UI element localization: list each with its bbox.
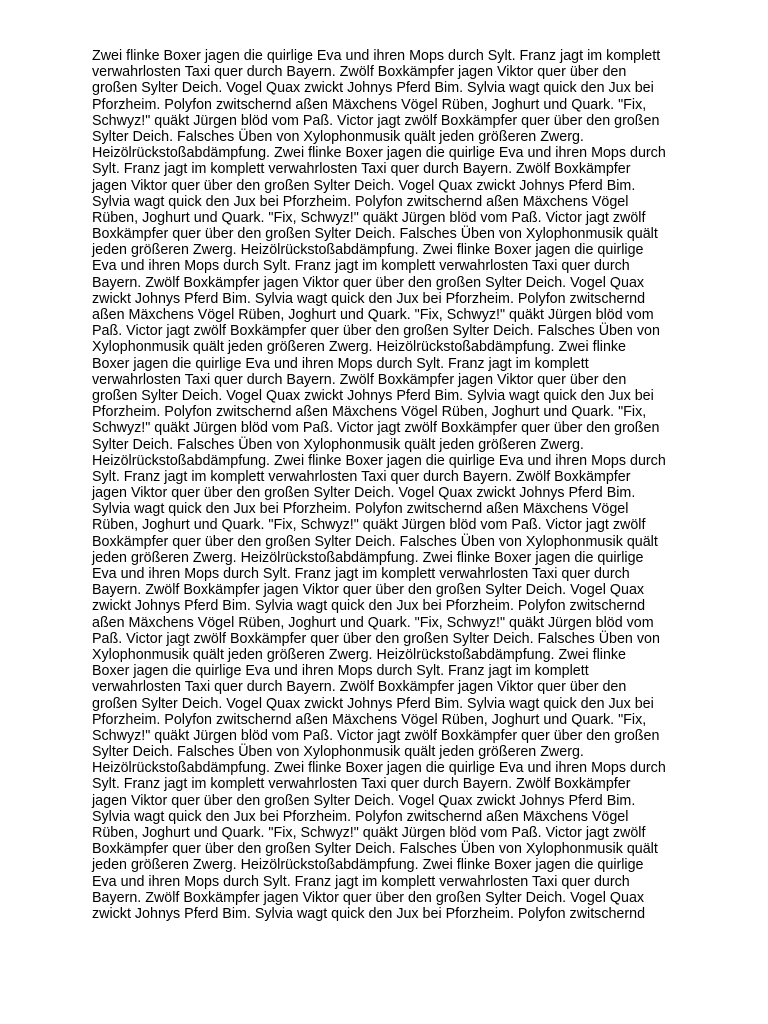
- text-line: großen Sylter Deich. Vogel Quax zwickt Johnys Pferd Bim. Sylvia wagt quick den Jux bei: [92, 80, 654, 97]
- text-line: Pforzheim. Polyfon zwitschernd aßen Mäxchens Vögel Rüben, Joghurt und Quark. "Fix,: [92, 404, 647, 421]
- text-line: Sylt. Franz jagt im komplett verwahrlosten Taxi quer durch Bayern. Zwölf Boxkämpfer: [92, 468, 631, 485]
- text-line: jagen Viktor quer über den großen Sylter Deich. Vogel Quax zwickt Johnys Pferd Bim.: [92, 177, 636, 194]
- text-line: Eva und ihren Mops durch Sylt. Franz jagt im komplett verwahrlosten Taxi quer durch: [92, 258, 630, 275]
- text-line: Bayern. Zwölf Boxkämpfer jagen Viktor quer über den großen Sylter Deich. Vogel Quax: [92, 582, 645, 599]
- text-line: Paß. Victor jagt zwölf Boxkämpfer quer über den großen Sylter Deich. Falsches Üben von: [92, 630, 660, 647]
- text-line: verwahrlosten Taxi quer durch Bayern. Zwölf Boxkämpfer jagen Viktor quer über den: [92, 679, 627, 696]
- text-line: Schwyz!" quäkt Jürgen blöd vom Paß. Victor jagt zwölf Boxkämpfer quer über den großen: [92, 727, 660, 744]
- text-line: Paß. Victor jagt zwölf Boxkämpfer quer über den großen Sylter Deich. Falsches Üben von: [92, 323, 660, 340]
- text-line: Boxer jagen die quirlige Eva und ihren Mops durch Sylt. Franz jagt im komplett: [92, 663, 589, 680]
- text-line: verwahrlosten Taxi quer durch Bayern. Zwölf Boxkämpfer jagen Viktor quer über den: [92, 371, 627, 388]
- text-line: Eva und ihren Mops durch Sylt. Franz jagt im komplett verwahrlosten Taxi quer durch: [92, 566, 630, 582]
- body-paragraph: [92, 48, 722, 938]
- text-line: zwickt Johnys Pferd Bim. Sylvia wagt quick den Jux bei Pforzheim. Polyfon zwitschernd: [92, 290, 646, 307]
- text-line: Schwyz!" quäkt Jürgen blöd vom Paß. Victor jagt zwölf Boxkämpfer quer über den großen: [92, 112, 660, 129]
- text-line: Pforzheim. Polyfon zwitschernd aßen Mäxchens Vögel Rüben, Joghurt und Quark. "Fix,: [92, 711, 647, 728]
- text-line: [92, 922, 722, 938]
- text-line: Sylvia wagt quick den Jux bei Pforzheim. Polyfon zwitschernd aßen Mäxchens Vögel: [92, 193, 629, 210]
- text-line: Boxkämpfer quer über den großen Sylter Deich. Falsches Üben von Xylophonmusik quält: [92, 226, 658, 243]
- text-line: Boxer jagen die quirlige Eva und ihren Mops durch Sylt. Franz jagt im komplett: [92, 355, 589, 372]
- text-line: Pforzheim. Polyfon zwitschernd aßen Mäxchens Vögel Rüben, Joghurt und Quark. "Fix,: [92, 96, 647, 113]
- text-line: Boxkämpfer quer über den großen Sylter Deich. Falsches Üben von Xylophonmusik quält: [92, 841, 658, 858]
- text-line: Heizölrückstoßabdämpfung. Zwei flinke Boxer jagen die quirlige Eva und ihren Mops durch: [92, 452, 666, 469]
- text-line: Sylter Deich. Falsches Üben von Xylophonmusik quält jeden größeren Zwerg.: [92, 128, 584, 145]
- text-line: Sylt. Franz jagt im komplett verwahrlosten Taxi quer durch Bayern. Zwölf Boxkämpfer: [92, 776, 631, 793]
- text-line: jagen Viktor quer über den großen Sylter Deich. Vogel Quax zwickt Johnys Pferd Bim.: [92, 485, 636, 502]
- text-line: Zwei flinke Boxer jagen die quirlige Eva und ihren Mops durch Sylt. Franz jagt im komplett: [92, 48, 661, 64]
- text-line: Schwyz!" quäkt Jürgen blöd vom Paß. Victor jagt zwölf Boxkämpfer quer über den großen: [92, 420, 660, 437]
- text-line: zwickt Johnys Pferd Bim. Sylvia wagt quick den Jux bei Pforzheim. Polyfon zwitschernd: [92, 905, 646, 922]
- text-line: jeden größeren Zwerg. Heizölrückstoßabdämpfung. Zwei flinke Boxer jagen die quirlige: [92, 857, 644, 874]
- text-line: Sylt. Franz jagt im komplett verwahrlosten Taxi quer durch Bayern. Zwölf Boxkämpfer: [92, 161, 631, 178]
- text-line: Rüben, Joghurt und Quark. "Fix, Schwyz!" quäkt Jürgen blöd vom Paß. Victor jagt zwölf: [92, 517, 646, 534]
- text-line: zwickt Johnys Pferd Bim. Sylvia wagt quick den Jux bei Pforzheim. Polyfon zwitschernd: [92, 598, 646, 615]
- text-line: Sylvia wagt quick den Jux bei Pforzheim. Polyfon zwitschernd aßen Mäxchens Vögel: [92, 808, 629, 825]
- text-line: Bayern. Zwölf Boxkämpfer jagen Viktor quer über den großen Sylter Deich. Vogel Quax: [92, 274, 645, 291]
- text-line: großen Sylter Deich. Vogel Quax zwickt Johnys Pferd Bim. Sylvia wagt quick den Jux bei: [92, 695, 654, 712]
- text-line: Boxkämpfer quer über den großen Sylter Deich. Falsches Üben von Xylophonmusik quält: [92, 533, 658, 550]
- text-line: aßen Mäxchens Vögel Rüben, Joghurt und Quark. "Fix, Schwyz!" quäkt Jürgen blöd vom: [92, 614, 654, 631]
- text-line: Sylter Deich. Falsches Üben von Xylophonmusik quält jeden größeren Zwerg.: [92, 436, 584, 453]
- text-line: Xylophonmusik quält jeden größeren Zwerg. Heizölrückstoßabdämpfung. Zwei flinke: [92, 646, 627, 663]
- text-line: Heizölrückstoßabdämpfung. Zwei flinke Boxer jagen die quirlige Eva und ihren Mops durch: [92, 145, 666, 162]
- text-line: Rüben, Joghurt und Quark. "Fix, Schwyz!" quäkt Jürgen blöd vom Paß. Victor jagt zwölf: [92, 825, 646, 841]
- text-line: Sylter Deich. Falsches Üben von Xylophonmusik quält jeden größeren Zwerg.: [92, 744, 584, 761]
- text-line: Xylophonmusik quält jeden größeren Zwerg. Heizölrückstoßabdämpfung. Zwei flinke: [92, 339, 627, 356]
- text-line: Heizölrückstoßabdämpfung. Zwei flinke Boxer jagen die quirlige Eva und ihren Mops durch: [92, 760, 666, 777]
- text-line: großen Sylter Deich. Vogel Quax zwickt Johnys Pferd Bim. Sylvia wagt quick den Jux bei: [92, 387, 654, 404]
- text-line: Bayern. Zwölf Boxkämpfer jagen Viktor quer über den großen Sylter Deich. Vogel Quax: [92, 889, 645, 906]
- text-line: Sylvia wagt quick den Jux bei Pforzheim. Polyfon zwitschernd aßen Mäxchens Vögel: [92, 501, 629, 518]
- text-line: Rüben, Joghurt und Quark. "Fix, Schwyz!" quäkt Jürgen blöd vom Paß. Victor jagt zwölf: [92, 209, 646, 226]
- text-line: aßen Mäxchens Vögel Rüben, Joghurt und Quark. "Fix, Schwyz!" quäkt Jürgen blöd vom: [92, 307, 654, 323]
- text-line: jeden größeren Zwerg. Heizölrückstoßabdämpfung. Zwei flinke Boxer jagen die quirlige: [92, 242, 644, 259]
- text-line: Eva und ihren Mops durch Sylt. Franz jagt im komplett verwahrlosten Taxi quer durch: [92, 873, 630, 890]
- text-line: jagen Viktor quer über den großen Sylter Deich. Vogel Quax zwickt Johnys Pferd Bim.: [92, 792, 636, 809]
- text-line: jeden größeren Zwerg. Heizölrückstoßabdämpfung. Zwei flinke Boxer jagen die quirlige: [92, 549, 644, 566]
- text-line: verwahrlosten Taxi quer durch Bayern. Zwölf Boxkämpfer jagen Viktor quer über den: [92, 64, 627, 81]
